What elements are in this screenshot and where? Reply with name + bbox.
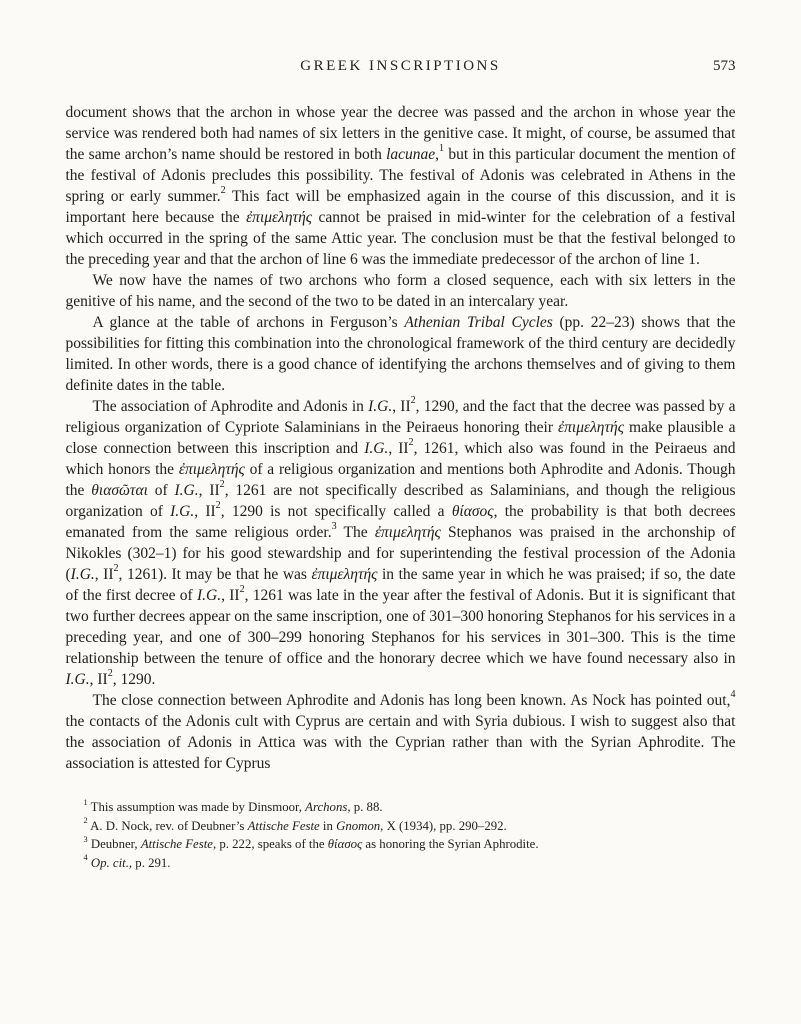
- running-title: GREEK INSCRIPTIONS: [300, 58, 501, 74]
- paragraph-4: The association of Aphrodite and Adonis in I.G., $II^2$, 1290, and the fact that the decree was passed by a religious organization of Cypriote Salaminians in the Peiraeus honoring their ἐπιμελητής make plausible a close connection between this inscription and I.G., $II^2$, 1261, which also was found in the Peiraeus and which honors the ἐπιμελητής of a religious organization and mentions both Aphrodite and Adonis. Though the θιασῶται of I.G., $II^2$, 1261 are not specifically described as Salaminians, and though the religious organization of I.G., $II^2$, 1290 is not specifically called a θίασος, the probability is that both decrees emanated from the same religious order.$^3$ The ἐπιμελητής Stephanos was praised in the archonship of Nikokles (302–1) for his good stewardship and for superintending the festival procession of the Adonia (I.G., $II^2$, 1261). It may be that he was ἐπιμελητής in the same year in which he was praised; if so, the date of the first decree of I.G., $II^2$, 1261 was late in the year after the festival of Adonis. But it is significant that two further decrees appear on the same inscription, one of 301–300 honoring Stephanos for his services in a preceding year, and one of 300–299 honoring Stephanos for his services in 301–300. This is the time relationship between the tenure of office and the honorary decree which we have found necessary also in I.G., $II^2$, 1290.: [65, 395, 736, 688]
- footnote-2: $^2$ A. D. Nock, rev. of Deubner’s Attische Feste in Gnomon, X (1934), pp. 290–292.: [83, 816, 507, 833]
- footnote-1: $^1$ This assumption was made by Dinsmoor, Archons, p. 88.: [83, 797, 383, 814]
- paragraph-3: A glance at the table of archons in Ferguson’s Athenian Tribal Cycles (pp. 22–23) shows that the possibilities for fitting this combination into the chronological framework of the third century are decidedly limited. In other words, there is a good chance of identifying the archons themselves and of giving to them definite dates in the table.: [65, 314, 736, 394]
- page-number: 573: [713, 58, 736, 74]
- paragraph-5: The close connection between Aphrodite and Adonis has long been known. As Nock has pointed out,$^4$ the contacts of the Adonis cult with Cyprus are certain and with Syria dubious. I wish to suggest also that the association of Adonis in Attica was with the Cyprian rather than with the Syrian Aphrodite. The association is attested for Cyprus: [65, 689, 736, 772]
- footnotes: [66, 798, 736, 872]
- footnote-4: $^4$ Op. cit., p. 291.: [83, 853, 171, 870]
- body-text: [66, 102, 736, 774]
- paragraph-2: We now have the names of two archons who form a closed sequence, each with six letters in the genitive of his name, and the second of the two to be dated in an intercalary year.: [65, 272, 736, 310]
- page-header: [66, 58, 736, 78]
- footnote-3: $^3$ Deubner, Attische Feste, p. 222, speaks of the θίασος as honoring the Syrian Aphrodite.: [83, 834, 539, 851]
- paragraph-1: document shows that the archon in whose year the decree was passed and the archon in whose year the service was rendered both had names of six letters in the genitive case. It might, of course, be assumed that the same archon’s name should be restored in both lacunae,$^1$ but in this particular document the mention of the festival of Adonis precludes this possibility. The festival of Adonis was celebrated in Athens in the spring or early summer.$^2$ This fact will be emphasized again in the course of this discussion, and it is important here because the ἐπιμελητής cannot be praised in mid-winter for the celebration of a festival which occurred in the spring of the same Attic year. The conclusion must be that the festival belonged to the preceding year and that the archon of line 6 was the immediate predecessor of the archon of line 1.: [65, 104, 736, 268]
